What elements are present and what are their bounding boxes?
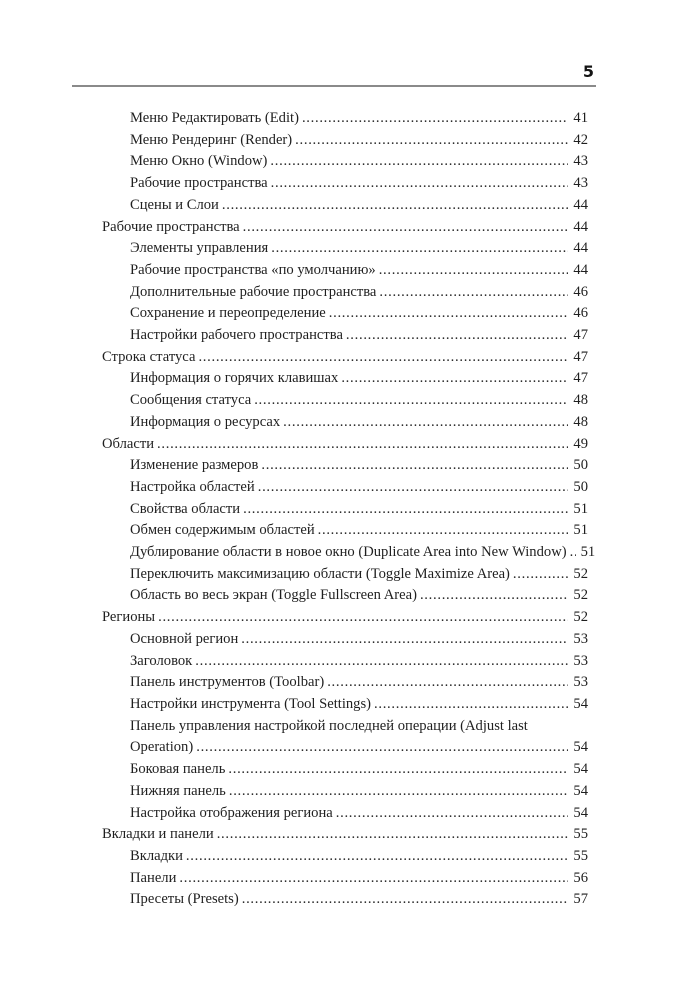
toc-entry xyxy=(130,151,588,173)
toc-entry-page: 51 xyxy=(573,500,588,517)
toc-dot-leader xyxy=(243,499,568,521)
toc-entry-page: 54 xyxy=(573,782,588,799)
toc-dot-leader xyxy=(186,846,568,868)
page-number: 5 xyxy=(582,62,594,81)
toc-dot-leader xyxy=(327,672,568,694)
toc-entry-title: Области xyxy=(102,435,155,452)
toc-entry xyxy=(130,130,588,152)
toc-entry-page: 41 xyxy=(573,110,588,126)
toc-entry-page: 53 xyxy=(573,674,588,691)
toc-dot-leader xyxy=(261,455,568,477)
toc-dot-leader xyxy=(157,434,568,456)
toc-entry-title: Панели xyxy=(130,869,177,886)
toc-entry-title: Сцены и Слои xyxy=(130,196,219,213)
toc-entry xyxy=(102,217,588,239)
toc-entry-title: Вкладки xyxy=(130,847,183,864)
toc-entry-title: Пресеты (Presets) xyxy=(130,891,239,908)
toc-dot-leader xyxy=(341,368,568,390)
toc-entry-page: 43 xyxy=(573,175,588,192)
toc-entry-page: 54 xyxy=(573,739,588,756)
toc-dot-leader xyxy=(229,781,569,803)
toc-entry xyxy=(130,173,588,195)
toc-entry-page: 44 xyxy=(573,196,588,213)
toc-dot-leader xyxy=(270,151,568,173)
toc-entry xyxy=(130,412,588,434)
toc-entry xyxy=(130,629,588,651)
toc-entry-title: Строка статуса xyxy=(102,348,196,365)
toc-entry-title: Вкладки и панели xyxy=(102,826,214,843)
toc-entry xyxy=(102,607,588,629)
toc-entry-page: 42 xyxy=(573,131,588,148)
toc-entry-title: Элементы управления xyxy=(130,240,269,257)
toc-entry-page: 51 xyxy=(573,522,588,539)
toc-dot-leader xyxy=(329,303,569,325)
toc-entry xyxy=(130,868,588,890)
toc-dot-leader xyxy=(570,542,576,564)
toc-entry-title: Рабочие пространства xyxy=(102,218,240,235)
toc-entry xyxy=(130,889,588,911)
toc-entry-page: 53 xyxy=(573,630,588,647)
toc-entry-title: Основной регион xyxy=(130,630,239,647)
toc-dot-leader xyxy=(241,629,568,651)
toc-dot-leader xyxy=(228,759,568,781)
toc-entry-title: Настройки инструмента (Tool Settings) xyxy=(130,695,372,712)
toc-dot-leader xyxy=(346,325,568,347)
toc-dot-leader xyxy=(302,108,568,130)
toc-dot-leader xyxy=(379,282,568,304)
toc-entry xyxy=(102,434,588,456)
toc-dot-leader xyxy=(374,694,568,716)
toc-dot-leader xyxy=(258,477,569,499)
toc-entry-title: Информация о ресурсах xyxy=(130,413,281,430)
toc-entry xyxy=(130,260,588,282)
toc-entry-title: Меню Окно (Window) xyxy=(130,153,268,170)
toc-entry-page: 53 xyxy=(573,652,588,669)
toc-entry-title: Дополнительные рабочие пространства xyxy=(130,283,377,300)
toc-dot-leader xyxy=(179,868,568,890)
toc-entry xyxy=(130,368,588,390)
toc-entry-page: 50 xyxy=(573,457,588,474)
toc-entry-title: Меню Рендеринг (Render) xyxy=(130,131,293,148)
toc-entry-title: Регионы xyxy=(102,609,156,626)
toc-entry-title: Информация о горячих клавишах xyxy=(130,370,339,387)
toc-entry-page: 54 xyxy=(573,761,588,778)
toc-dot-leader xyxy=(318,520,569,542)
toc-entry-title: Панель инструментов (Toolbar) xyxy=(130,674,325,691)
toc-dot-leader xyxy=(379,260,569,282)
toc-entry xyxy=(130,108,588,130)
toc-dot-leader xyxy=(295,130,568,152)
toc-entry xyxy=(130,651,588,673)
toc-entry-title: Изменение размеров xyxy=(130,457,259,474)
toc-entry-page: 46 xyxy=(573,305,588,322)
toc-entry xyxy=(130,195,588,217)
toc-entry xyxy=(130,759,588,781)
toc-dot-leader xyxy=(283,412,568,434)
toc-entry-page: 47 xyxy=(573,327,588,344)
page-header xyxy=(72,64,596,87)
toc-entry xyxy=(130,499,588,521)
toc-entry xyxy=(130,846,588,868)
toc-entry-page: 47 xyxy=(573,348,588,365)
toc-entry-page: 57 xyxy=(573,891,588,908)
toc-dot-leader xyxy=(196,737,568,759)
toc-dot-leader xyxy=(271,238,568,260)
toc-entry-title: Сообщения статуса xyxy=(130,392,252,409)
toc-entry-page: 52 xyxy=(573,565,588,582)
toc-entry xyxy=(130,520,588,542)
toc-entry xyxy=(102,824,588,846)
toc-dot-leader xyxy=(198,347,568,369)
toc-entry xyxy=(130,564,588,586)
toc-entry-page: 43 xyxy=(573,153,588,170)
toc-dot-leader xyxy=(222,195,569,217)
toc-entry-page: 55 xyxy=(573,826,588,843)
toc-dot-leader xyxy=(243,217,569,239)
toc-entry xyxy=(102,347,588,369)
toc-entry xyxy=(130,303,588,325)
toc-entry-title: Дублирование области в новое окно (Duplicate Area into New Window) xyxy=(130,544,567,561)
toc-entry xyxy=(130,390,588,412)
toc-entry-page: 44 xyxy=(573,261,588,278)
toc-entry xyxy=(130,477,588,499)
toc-entry-page: 46 xyxy=(573,283,588,300)
toc-entry xyxy=(130,282,588,304)
toc-entry xyxy=(130,803,588,825)
toc-dot-leader xyxy=(217,824,569,846)
toc-entry-page: 48 xyxy=(573,413,588,430)
toc-entry-title: Настройки рабочего пространства xyxy=(130,327,343,344)
toc-entry-title: Рабочие пространства «по умолчанию» xyxy=(130,261,376,278)
toc-dot-leader xyxy=(254,390,568,412)
toc-entry-page: 44 xyxy=(573,240,588,257)
toc-entry-page: 56 xyxy=(573,869,588,886)
toc-entry-title: Сохранение и переопределение xyxy=(130,305,326,322)
toc-entry-page: 54 xyxy=(573,695,588,712)
toc-entry-title: Operation) xyxy=(130,739,194,756)
toc-dot-leader xyxy=(271,173,569,195)
toc-entry-title: Панель управления настройкой последней операции (Adjust last xyxy=(130,717,528,734)
toc-entry xyxy=(130,737,588,759)
toc-entry xyxy=(130,542,596,564)
toc-entry-page: 51 xyxy=(580,544,596,561)
toc-dot-leader xyxy=(513,564,568,586)
toc-entry-title: Настройка областей xyxy=(130,478,255,495)
toc-entry-page: 54 xyxy=(573,804,588,821)
toc-entry-page: 47 xyxy=(573,370,588,387)
toc-entry-title: Настройка отображения региона xyxy=(130,804,333,821)
toc-entry-page: 50 xyxy=(573,478,588,495)
toc-entry-page: 49 xyxy=(573,435,588,452)
toc-entry xyxy=(130,716,588,738)
toc-entry xyxy=(130,672,588,694)
toc-entry-title: Нижняя панель xyxy=(130,782,226,799)
toc-entry-page: 52 xyxy=(573,609,588,626)
toc-entry-title: Переключить максимизацию области (Toggle Maximize Area) xyxy=(130,565,510,582)
toc-entry xyxy=(130,694,588,716)
toc-dot-leader xyxy=(242,889,569,911)
toc-dot-leader xyxy=(336,803,569,825)
toc-entry-title: Меню Редактировать (Edit) xyxy=(130,110,299,126)
toc-entry-page: 55 xyxy=(573,847,588,864)
toc-entry-page: 48 xyxy=(573,392,588,409)
toc-entry xyxy=(130,585,588,607)
toc-entry xyxy=(130,238,588,260)
toc-entry-title: Область во весь экран (Toggle Fullscreen Area) xyxy=(130,587,417,604)
toc-dot-leader xyxy=(195,651,568,673)
toc-entry-page: 44 xyxy=(573,218,588,235)
toc-entry xyxy=(130,455,588,477)
toc-dot-leader xyxy=(420,585,568,607)
toc-entry xyxy=(130,325,588,347)
toc-entry-title: Свойства области xyxy=(130,500,241,517)
toc-entry-title: Заголовок xyxy=(130,652,193,669)
toc-list xyxy=(72,108,596,911)
toc-entry-title: Обмен содержимым областей xyxy=(130,522,315,539)
toc-entry-page: 52 xyxy=(573,587,588,604)
toc-entry xyxy=(130,781,588,803)
toc-entry-title: Рабочие пространства xyxy=(130,175,268,192)
toc-dot-leader xyxy=(158,607,568,629)
toc-entry-title: Боковая панель xyxy=(130,761,226,778)
